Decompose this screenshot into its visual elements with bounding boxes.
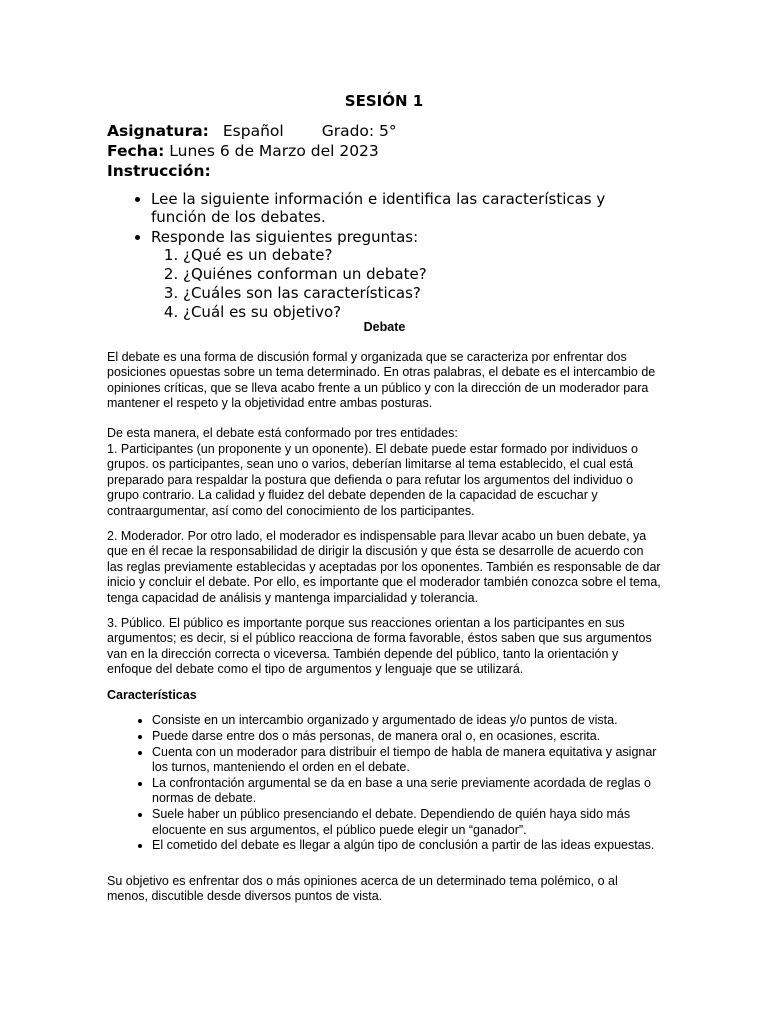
subject-value: Español (222, 122, 284, 140)
characteristic-item: • Cuenta con un moderador para distribuir el tiempo de habla de manera equitativa y asignar los turnos, manteniendo el orden en el debate. (152, 745, 662, 776)
public-paragraph: 3. Público. El público es importante porque sus reacciones orientan a los participantes en sus argumentos; es decir, si el público reacciona de forma favorable, éstos saben que sus argumentos van en la dirección correcta o viceversa. También depende del público, tanto la orientación y enfoque del debate como el tipo de argumentos y lenguaje que se utilizará. (107, 615, 652, 677)
grade-label: Grado: 5° (321, 122, 397, 140)
question-item: 1. ¿Qué es un debate? (183, 246, 651, 265)
characteristic-item: • Suele haber un público presenciando el debate. Dependiendo de quién haya sido más elocuente en sus argumentos, el público puede elegir un “ganador”. (152, 807, 662, 838)
moderator-paragraph: 2. Moderador. Por otro lado, el moderador es indispensable para llevar acabo un buen debate, ya que en él recae la responsabilidad de dirigir la discusión y que ésta se desarrolle de acuerdo con las reglas previamente establecidas y aceptadas por los oponentes. También es responsable de dar inicio y concluir el debate. Por ello, es importante que el moderador también conozca sobre el tema, tenga capacidad de análisis y mantenga imparcialidad y tolerancia. (107, 528, 661, 605)
objective-paragraph: Su objetivo es enfrentar dos o más opiniones acerca de un determinado tema polémico, o al menos, discutible desde diversos puntos de vista. (107, 873, 618, 904)
entities-paragraph (107, 426, 662, 520)
intro-paragraph: El debate es una forma de discusión formal y organizada que se caracteriza por enfrentar dos posiciones opuestas sobre un tema determinado. En otras palabras, el debate es el intercambio de opiniones críticas, que se lleva acabo frente a un público y con la dirección de un moderador para mantener el respeto y la objetividad entre ambas posturas. (107, 349, 656, 411)
subject-label: Asignatura: (107, 122, 209, 140)
characteristic-item: • La confrontación argumental se da en base a una serie previamente acordada de reglas o normas de debate. (152, 776, 662, 807)
question-item: 4. ¿Cuál es su objetivo? (183, 303, 651, 322)
characteristics-list (107, 713, 662, 853)
characteristics-heading: Características (107, 687, 197, 702)
subject-grade-row (107, 121, 397, 141)
instruction-item: • Lee la siguiente información e identifica las características y función de los debates. (151, 190, 651, 226)
instruction-item: • Responde las siguientes preguntas: 1. ¿Qué es un debate? 2. ¿Quiénes conforman un debate? 3. ¿Cuáles son las características? 4. ¿Cuál es su objetivo? (151, 228, 651, 322)
date-label: Fecha: (107, 142, 165, 160)
header-meta (107, 121, 397, 181)
participants-text: 1. Participantes (un proponente y un oponente). El debate puede estar formado por individuos o grupos. os participantes, sean uno o varios, deberían limitarse al tema establecido, el cual está preparado para respaldar la postura que defienda o para refutar los argumentos del individuo o grupo contrario. La calidad y fluidez del debate dependen de la capacidad de escuchar y contraargumentar, así como del conocimiento de los participantes. (107, 441, 638, 518)
debate-heading: Debate (363, 320, 406, 334)
instruction-row (107, 161, 397, 181)
question-list (151, 246, 651, 322)
instruction-list (127, 190, 651, 324)
question-item: 2. ¿Quiénes conforman un debate? (183, 265, 651, 284)
date-value: Lunes 6 de Marzo del 2023 (169, 142, 379, 160)
question-item: 3. ¿Cuáles son las características? (183, 284, 651, 303)
session-title: SESIÓN 1 (344, 92, 424, 110)
instruction-label: Instrucción: (107, 162, 211, 180)
characteristic-item: • Puede darse entre dos o más personas, de manera oral o, en ocasiones, escrita. (152, 729, 662, 745)
date-row (107, 141, 397, 161)
characteristic-item: • Consiste en un intercambio organizado y argumentado de ideas y/o puntos de vista. (152, 713, 662, 729)
characteristic-item: • El cometido del debate es llegar a algún tipo de conclusión a partir de las ideas expuestas. (152, 838, 662, 854)
body-text (107, 320, 662, 914)
entities-intro: De esta manera, el debate está conformado por tres entidades: (107, 425, 458, 440)
